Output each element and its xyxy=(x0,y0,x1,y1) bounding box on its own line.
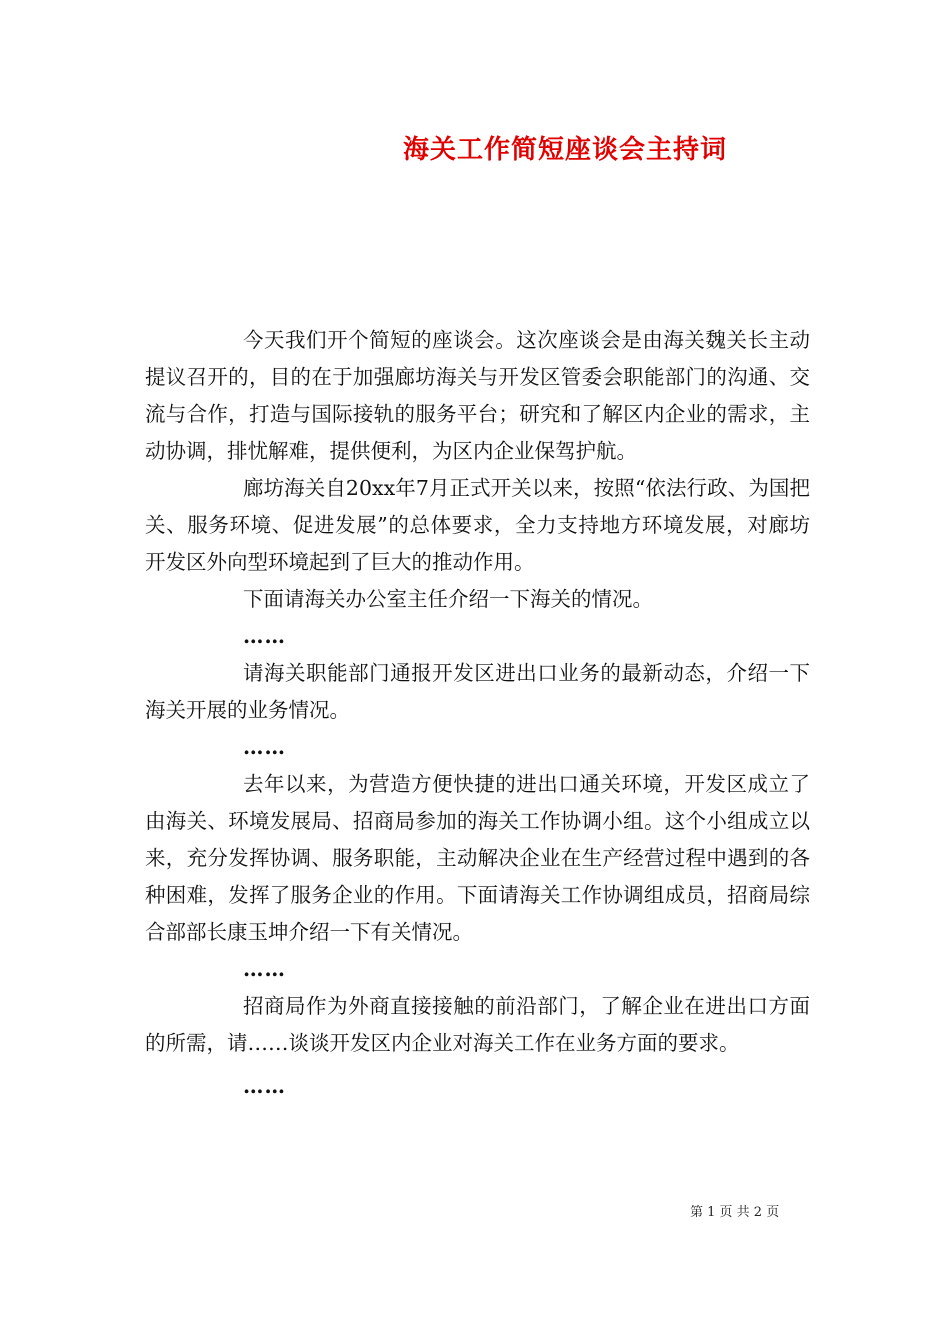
paragraph-office-intro: 下面请海关办公室主任介绍一下海关的情况。 xyxy=(243,587,653,611)
ellipsis-1: …… xyxy=(243,624,286,648)
paragraph-investment-bureau: 招商局作为外商直接接触的前沿部门，了解企业在进出口方面的所需，请……谈谈开发区内企业对海关工作在业务方面的要求。 xyxy=(145,994,810,1055)
page-footer: 第 1 页 共 2 页 xyxy=(690,1205,780,1220)
ellipsis-2: …… xyxy=(243,735,286,759)
ellipsis-4: …… xyxy=(243,1074,286,1098)
paragraph-departments: 请海关职能部门通报开发区进出口业务的最新动态，介绍一下海关开展的业务情况。 xyxy=(145,661,810,722)
paragraph-intro: 今天我们开个简短的座谈会。这次座谈会是由海关魏关长主动提议召开的，目的在于加强廊坊海关与开发区管委会职能部门的沟通、交流与合作，打造与国际接轨的服务平台；研究和了解区内企业的需求，主动协调，排忧解难，提供便利，为区内企业保驾护航。 xyxy=(145,328,810,463)
paragraph-coordination-group: 去年以来，为营造方便快捷的进出口通关环境，开发区成立了由海关、环境发展局、招商局参加的海关工作协调小组。这个小组成立以来，充分发挥协调、服务职能，主动解决企业在生产经营过程中遇到的各种困难，发挥了服务企业的作用。下面请海关工作协调组成员，招商局综合部部长康玉坤介绍一下有关情况。 xyxy=(145,772,810,944)
document-title: 海关工作简短座谈会主持词 xyxy=(402,135,727,165)
document-body xyxy=(145,322,810,1105)
ellipsis-3: …… xyxy=(243,957,286,981)
paragraph-history: 廊坊海关自20xx年7月正式开关以来，按照“依法行政、为国把关、服务环境、促进发展”的总体要求，全力支持地方环境发展，对廊坊开发区外向型环境起到了巨大的推动作用。 xyxy=(145,476,810,574)
